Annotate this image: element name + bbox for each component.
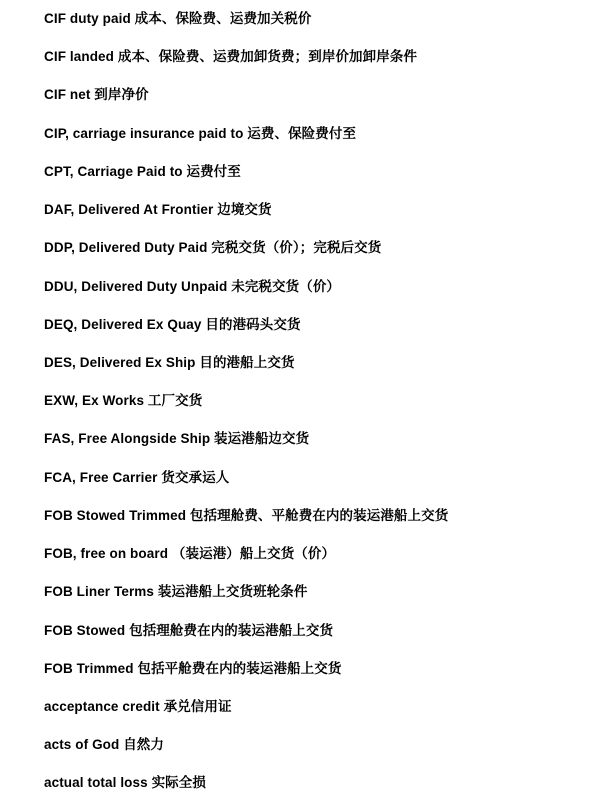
glossary-entry: EXW, Ex Works 工厂交货	[44, 393, 203, 409]
glossary-entry: acts of God 自然力	[44, 737, 165, 753]
glossary-entry: CIP, carriage insurance paid to 运费、保险费付至	[44, 125, 357, 141]
glossary-entry: DES, Delivered Ex Ship 目的港船上交货	[44, 354, 295, 370]
glossary-entry: acceptance credit 承兑信用证	[44, 698, 232, 714]
glossary-entry: CIF duty paid 成本、保险费、运费加关税价	[44, 11, 312, 26]
glossary-list	[0, 10, 602, 793]
glossary-entry: FOB Trimmed 包括平舱费在内的装运港船上交货	[44, 660, 342, 676]
glossary-entry: DEQ, Delivered Ex Quay 目的港码头交货	[44, 316, 301, 332]
glossary-entry: CIF landed 成本、保险费、运费加卸货费；到岸价加卸岸条件	[44, 49, 418, 65]
glossary-entry: CPT, Carriage Paid to 运费付至	[44, 163, 241, 179]
glossary-entry: DDU, Delivered Duty Unpaid 未完税交货（价）	[44, 278, 341, 294]
glossary-entry: FOB Stowed 包括理舱费在内的装运港船上交货	[44, 622, 334, 638]
glossary-entry: actual total loss 实际全损	[44, 775, 206, 791]
glossary-entry: FOB, free on board （装运港）船上交货（价）	[44, 546, 336, 562]
glossary-entry: DAF, Delivered At Frontier 边境交货	[44, 202, 272, 218]
glossary-entry: CIF net 到岸净价	[44, 87, 149, 103]
glossary-entry: DDP, Delivered Duty Paid 完税交货（价）；完税后交货	[44, 240, 382, 256]
glossary-entry: FAS, Free Alongside Ship 装运港船边交货	[44, 431, 310, 447]
glossary-entry: FOB Stowed Trimmed 包括理舱费、平舱费在内的装运港船上交货	[44, 507, 449, 523]
glossary-entry: FOB Liner Terms 装运港船上交货班轮条件	[44, 584, 308, 600]
glossary-entry: FCA, Free Carrier 货交承运人	[44, 469, 230, 485]
